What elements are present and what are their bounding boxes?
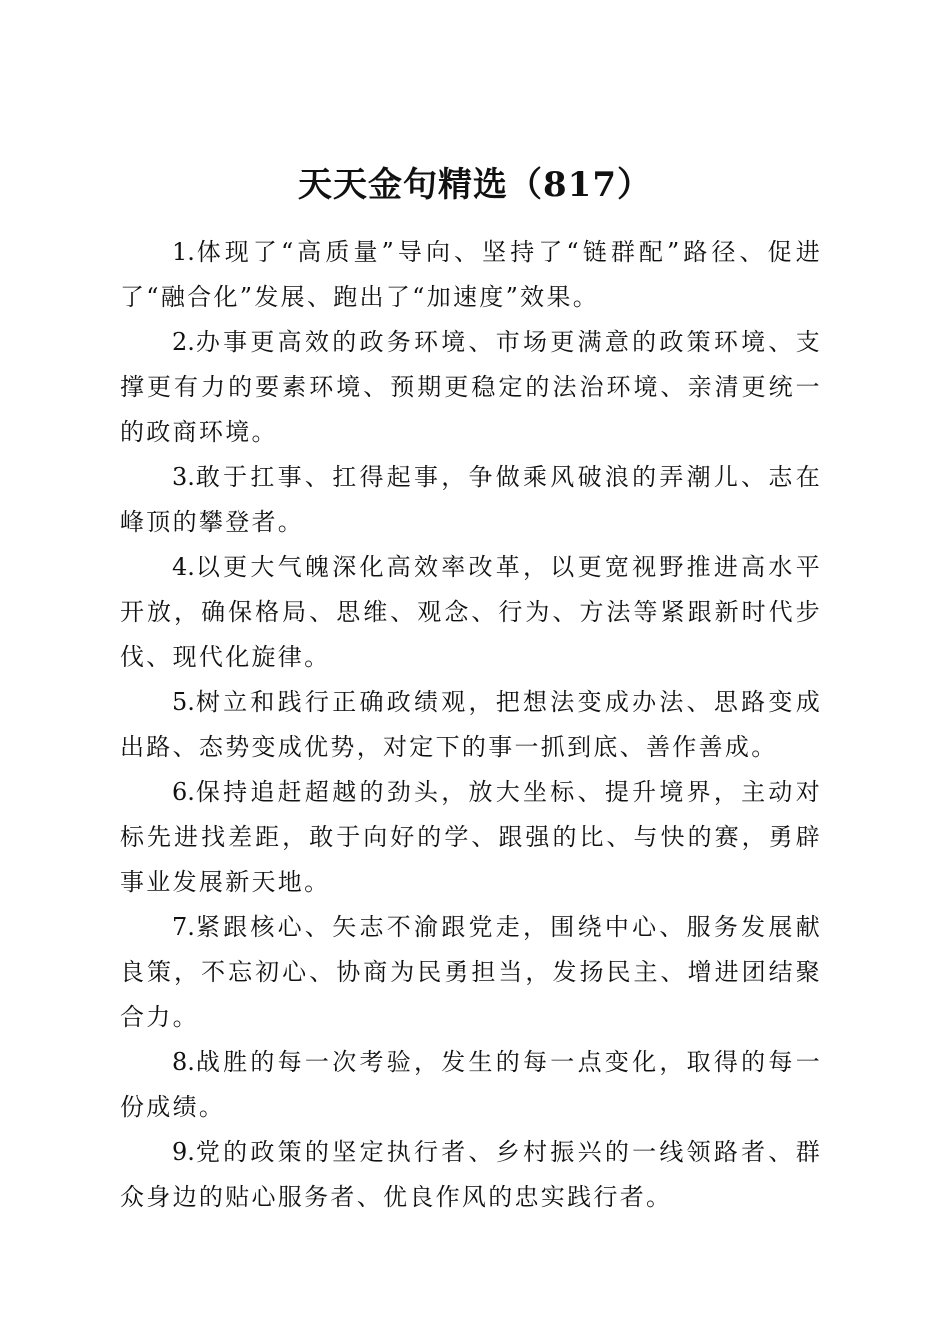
paragraph-number: 9. (172, 1138, 195, 1166)
paragraph-9 (120, 1130, 822, 1220)
paragraph-number: 2. (172, 328, 195, 356)
paragraph-6 (120, 770, 822, 905)
paragraph-number: 5. (172, 688, 195, 716)
paragraph-8 (120, 1040, 822, 1130)
paragraph-number: 4. (172, 553, 195, 581)
paragraph-5 (120, 680, 822, 770)
paragraph-text: 保持追赶超越的劲头，放大坐标、提升境界，主动对标先进找差距，敢于向好的学、跟强的比、与快的赛，勇辟事业发展新天地。 (120, 778, 822, 896)
paragraph-text: 体现了“高质量”导向、坚持了“链群配”路径、促进了“融合化”发展、跑出了“加速度”效果。 (120, 238, 822, 311)
paragraph-number: 6. (172, 778, 195, 806)
paragraph-2 (120, 320, 822, 455)
paragraph-text: 战胜的每一次考验，发生的每一点变化，取得的每一份成绩。 (120, 1048, 822, 1121)
paragraph-1 (120, 230, 822, 320)
paragraph-4 (120, 545, 822, 680)
paragraph-number: 8. (172, 1048, 195, 1076)
document-title: 天天金句精选（817） (298, 164, 652, 205)
paragraph-text: 办事更高效的政务环境、市场更满意的政策环境、支撑更有力的要素环境、预期更稳定的法治环境、亲清更统一的政商环境。 (120, 328, 822, 446)
paragraph-number: 7. (172, 913, 195, 941)
document-body (120, 230, 822, 1220)
paragraph-3 (120, 455, 822, 545)
paragraph-7 (120, 905, 822, 1040)
paragraph-number: 1. (172, 238, 195, 266)
paragraph-text: 敢于扛事、扛得起事，争做乘风破浪的弄潮儿、志在峰顶的攀登者。 (120, 463, 822, 536)
paragraph-text: 党的政策的坚定执行者、乡村振兴的一线领路者、群众身边的贴心服务者、优良作风的忠实践行者。 (120, 1138, 822, 1211)
paragraph-text: 以更大气魄深化高效率改革，以更宽视野推进高水平开放，确保格局、思维、观念、行为、方法等紧跟新时代步伐、现代化旋律。 (120, 553, 822, 671)
paragraph-text: 树立和践行正确政绩观，把想法变成办法、思路变成出路、态势变成优势，对定下的事一抓到底、善作善成。 (120, 688, 822, 761)
paragraph-text: 紧跟核心、矢志不渝跟党走，围绕中心、服务发展献良策，不忘初心、协商为民勇担当，发扬民主、增进团结聚合力。 (120, 913, 822, 1031)
paragraph-number: 3. (172, 463, 195, 491)
